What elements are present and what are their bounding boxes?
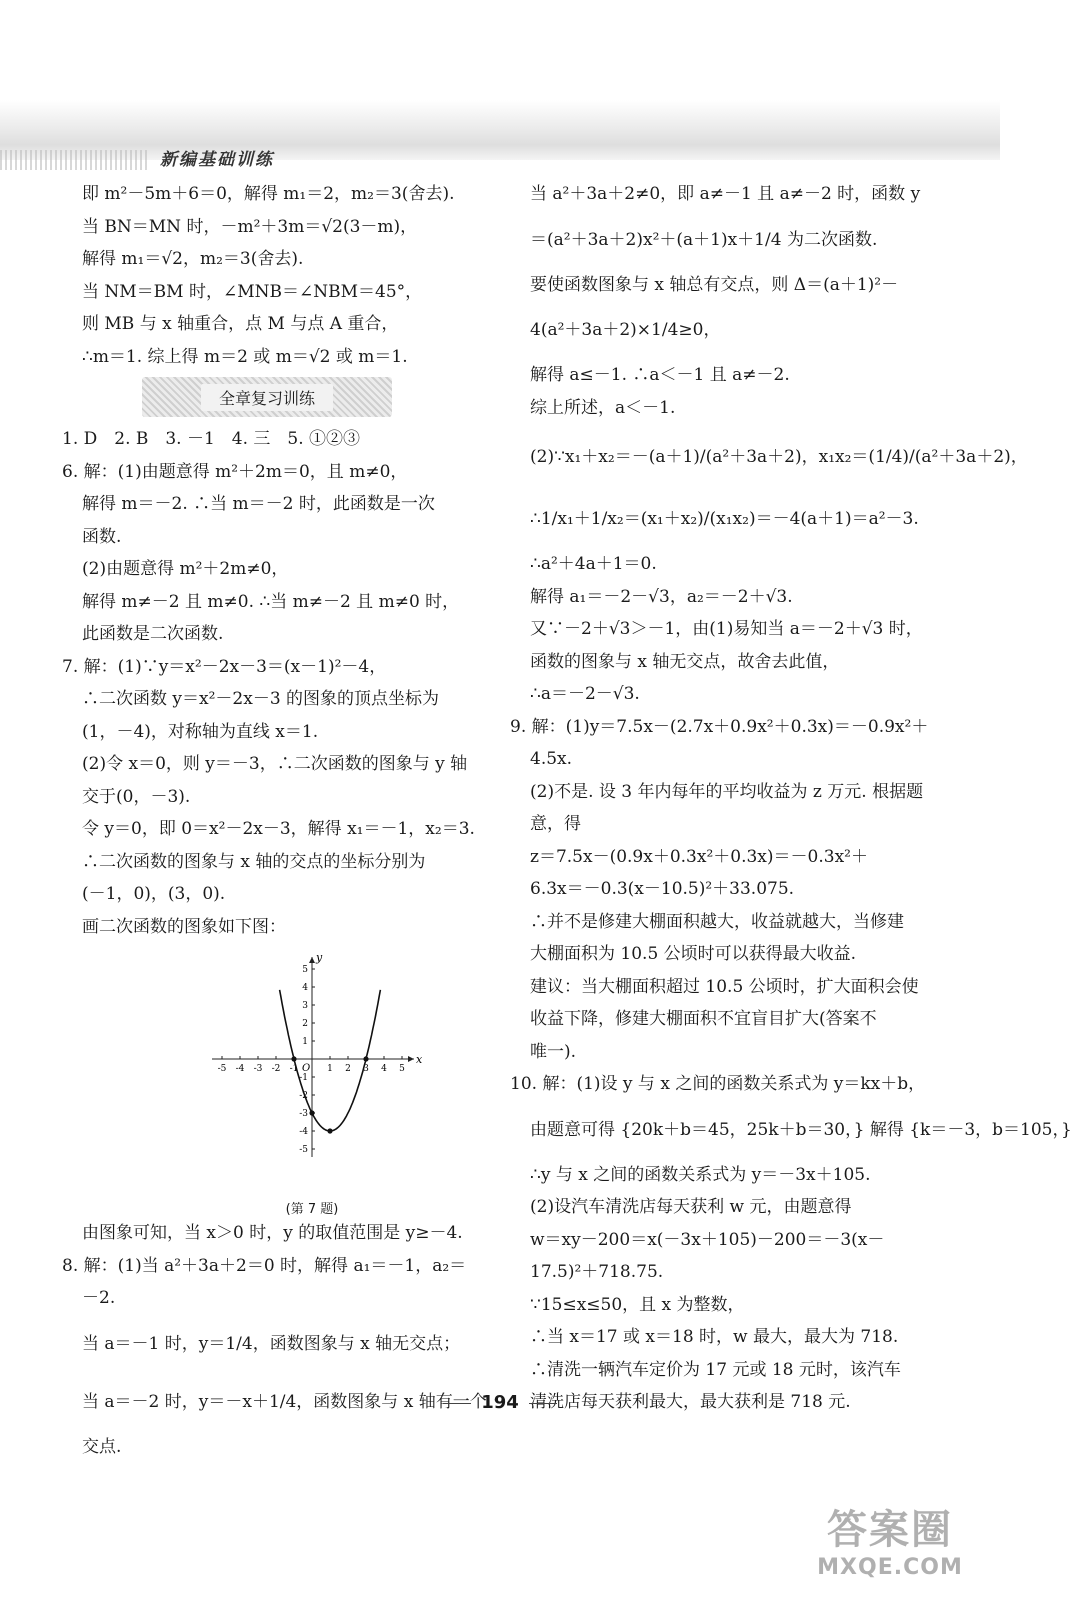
text-line: ∴并不是修建大棚面积越大，收益就越大，当修建 <box>530 911 904 932</box>
watermark-url: MXQE.COM <box>817 1555 963 1580</box>
text-line: 此函数是二次函数. <box>82 624 224 644</box>
text-line: 解得 m₁＝√2，m₂＝3(舍去). <box>82 249 304 269</box>
text-line: 当 a²＋3a＋2≠0，即 a≠－1 且 a≠－2 时，函数 y <box>530 184 921 204</box>
text-line: 综上所述，a＜－1. <box>530 397 676 418</box>
text-line: 交点. <box>82 1436 122 1457</box>
text-line: 函数. <box>82 526 122 547</box>
figure-caption: (第 7 题) <box>285 1202 339 1217</box>
y-tick-label: 3 <box>302 1001 308 1011</box>
text-line: (2)由题意得 m²＋2m≠0， <box>82 559 289 579</box>
watermark-text: 答案圈 <box>827 1507 953 1553</box>
x-tick-label: 1 <box>327 1064 333 1074</box>
section-title: 全章复习训练 <box>201 384 333 411</box>
answer-line: 1. D 2. B 3. －1 4. 三 5. ①②③ <box>62 429 361 449</box>
text-line: 大棚面积为 10.5 公顷时可以获得最大收益. <box>530 944 857 964</box>
x-tick-label: 3 <box>363 1064 369 1074</box>
text-line: ∴a²＋4a＋1＝0. <box>530 554 657 574</box>
y-tick-label: -2 <box>299 1091 308 1101</box>
text-line: 令 y＝0，即 0＝x²－2x－3，解得 x₁＝－1，x₂＝3. <box>82 819 475 839</box>
text-line: ＝(a²＋3a＋2)x²＋(a＋1)x＋1/4 为二次函数. <box>530 229 878 250</box>
text-line: －2. <box>82 1288 116 1308</box>
text-line: (2)设汽车清洗店每天获利 w 元，由题意得 <box>530 1197 852 1217</box>
text-line: 4.5x. <box>530 749 573 769</box>
text-line: 又∵－2＋√3＞－1，由(1)易知当 a＝－2＋√3 时， <box>530 619 923 639</box>
key-point <box>327 1128 332 1133</box>
text-line: 唯一). <box>530 1041 577 1062</box>
text-line: 当 a＝－1 时，y＝1/4，函数图象与 x 轴无交点； <box>82 1333 461 1354</box>
text-line: (2)不是. 设 3 年内每年的平均收益为 z 万元. 根据题 <box>530 781 924 802</box>
x-tick-label: -3 <box>253 1064 263 1074</box>
y-tick-label: -4 <box>299 1127 308 1137</box>
y-tick-label: -1 <box>299 1073 308 1083</box>
text-line: (2)∵x₁＋x₂＝－(a＋1)/(a²＋3a＋2)，x₁x₂＝(1/4)/(a²＋3a＋2)， <box>530 447 1028 467</box>
text-line: ∴二次函数的图象与 x 轴的交点的坐标分别为 <box>82 851 426 872</box>
y-tick-label: 1 <box>302 1037 308 1047</box>
text-line: 由题意可得 {20k＋b＝45，25k＋b＝30，} 解得 {k＝－3，b＝105，} <box>530 1119 1072 1140</box>
text-line: 即 m²－5m＋6＝0，解得 m₁＝2，m₂＝3(舍去). <box>82 184 455 204</box>
text-line: 意，得 <box>530 814 581 834</box>
x-tick-label: 4 <box>381 1064 387 1074</box>
text-line: ∴y 与 x 之间的函数关系式为 y＝－3x＋105. <box>530 1164 871 1185</box>
text-line: ∴a＝－2－√3. <box>530 684 640 704</box>
parabola-graph <box>162 949 462 1189</box>
header-decoration <box>0 150 150 170</box>
answer-line: 8. 解：(1)当 a²＋3a＋2＝0 时，解得 a₁＝－1，a₂＝ <box>62 1255 467 1276</box>
book-title: 新编基础训练 <box>160 150 274 170</box>
y-tick-label: 5 <box>302 965 308 975</box>
y-tick-label: -5 <box>299 1145 308 1155</box>
text-line: 6.3x＝－0.3(x－10.5)²＋33.075. <box>530 879 795 899</box>
text-line: ∴当 x＝17 或 x＝18 时，w 最大，最大为 718. <box>530 1327 899 1347</box>
x-tick-label: -1 <box>289 1064 299 1074</box>
x-tick-label: -4 <box>235 1064 245 1074</box>
section-banner <box>142 377 392 417</box>
x-tick-label: -5 <box>217 1064 227 1074</box>
text-line: 清洗店每天获利最大，最大获利是 718 元. <box>530 1392 851 1412</box>
text-line: 函数的图象与 x 轴无交点，故舍去此值， <box>530 651 840 672</box>
y-tick-label: 4 <box>302 983 308 993</box>
text-line: 则 MB 与 x 轴重合，点 M 与点 A 重合， <box>82 314 399 334</box>
text-line: 要使函数图象与 x 轴总有交点，则 Δ＝(a＋1)²－ <box>530 274 899 295</box>
text-line: ∴m＝1. 综上得 m＝2 或 m＝√2 或 m＝1. <box>82 346 408 367</box>
text-line: (－1，0)，(3，0). <box>82 884 226 904</box>
x-tick-label: 2 <box>345 1064 351 1074</box>
y-axis-arrow <box>309 957 315 963</box>
x-axis-label: x <box>416 1053 423 1066</box>
text-line: 解得 a≤－1. ∴a＜－1 且 a≠－2. <box>530 365 790 385</box>
text-line: 收益下降，修建大棚面积不宜盲目扩大(答案不 <box>530 1009 877 1029</box>
page-number: 194 <box>0 1392 1000 1413</box>
text-line: 解得 a₁＝－2－√3，a₂＝－2＋√3. <box>530 586 793 607</box>
text-line: z＝7.5x－(0.9x＋0.3x²＋0.3x)＝－0.3x²＋ <box>530 846 868 867</box>
origin-label: O <box>302 1063 311 1074</box>
text-line: ∵15≤x≤50，且 x 为整数， <box>530 1294 745 1315</box>
text-line: 当 BN＝MN 时，－m²＋3m＝√2(3－m)， <box>82 216 418 237</box>
text-line: 当 NM＝BM 时，∠MNB＝∠NBM＝45°， <box>82 281 423 302</box>
text-line: 由图象可知，当 x＞0 时，y 的取值范围是 y≥－4. <box>82 1223 463 1243</box>
key-point <box>291 1056 296 1061</box>
watermark-logo <box>800 1498 980 1580</box>
text-line: 4(a²＋3a＋2)×1/4≥0， <box>530 320 721 340</box>
left-column <box>62 178 487 1463</box>
key-point <box>363 1056 368 1061</box>
text-line: 交于(0，－3). <box>82 786 191 807</box>
text-line: ∴清洗一辆汽车定价为 17 元或 18 元时，该汽车 <box>530 1359 901 1380</box>
text-line: (1，－4)，对称轴为直线 x＝1. <box>82 721 319 742</box>
x-axis-arrow <box>408 1056 414 1062</box>
answer-line: 6. 解：(1)由题意得 m²＋2m＝0，且 m≠0， <box>62 461 408 482</box>
y-axis-label: y <box>316 951 323 964</box>
text-line: 建议：当大棚面积超过 10.5 公顷时，扩大面积会使 <box>530 976 919 997</box>
header-band <box>0 100 1000 160</box>
text-line: (2)令 x＝0，则 y＝－3，∴二次函数的图象与 y 轴 <box>82 754 468 774</box>
text-line: ∴1/x₁＋1/x₂＝(x₁＋x₂)/(x₁x₂)＝－4(a＋1)＝a²－3. <box>530 509 919 529</box>
y-tick-label: -3 <box>299 1109 308 1119</box>
text-line: 解得 m＝－2. ∴当 m＝－2 时，此函数是一次 <box>82 494 435 514</box>
key-point <box>309 1110 314 1115</box>
answer-line: 10. 解：(1)设 y 与 x 之间的函数关系式为 y＝kx＋b， <box>510 1074 926 1094</box>
text-line: w＝xy－200＝x(－3x＋105)－200＝－3(x－ <box>530 1229 885 1250</box>
answer-line: 7. 解：(1)∵y＝x²－2x－3＝(x－1)²－4， <box>62 656 387 677</box>
x-tick-label: -2 <box>271 1064 281 1074</box>
x-tick-label: 5 <box>399 1064 405 1074</box>
text-line: 17.5)²＋718.75. <box>530 1262 664 1282</box>
y-tick-label: 2 <box>302 1019 308 1029</box>
right-column <box>510 178 1072 1419</box>
text-line: ∴二次函数 y＝x²－2x－3 的图象的顶点坐标为 <box>82 689 440 709</box>
answer-line: 9. 解：(1)y＝7.5x－(2.7x＋0.9x²＋0.3x)＝－0.9x²＋ <box>510 716 929 737</box>
text-line: 解得 m≠－2 且 m≠0. ∴当 m≠－2 且 m≠0 时， <box>82 591 460 612</box>
text-line: 画二次函数的图象如下图： <box>82 916 286 937</box>
text-line: 当 a＝－2 时，y＝－x＋1/4，函数图象与 x 轴有一个 <box>82 1391 487 1412</box>
